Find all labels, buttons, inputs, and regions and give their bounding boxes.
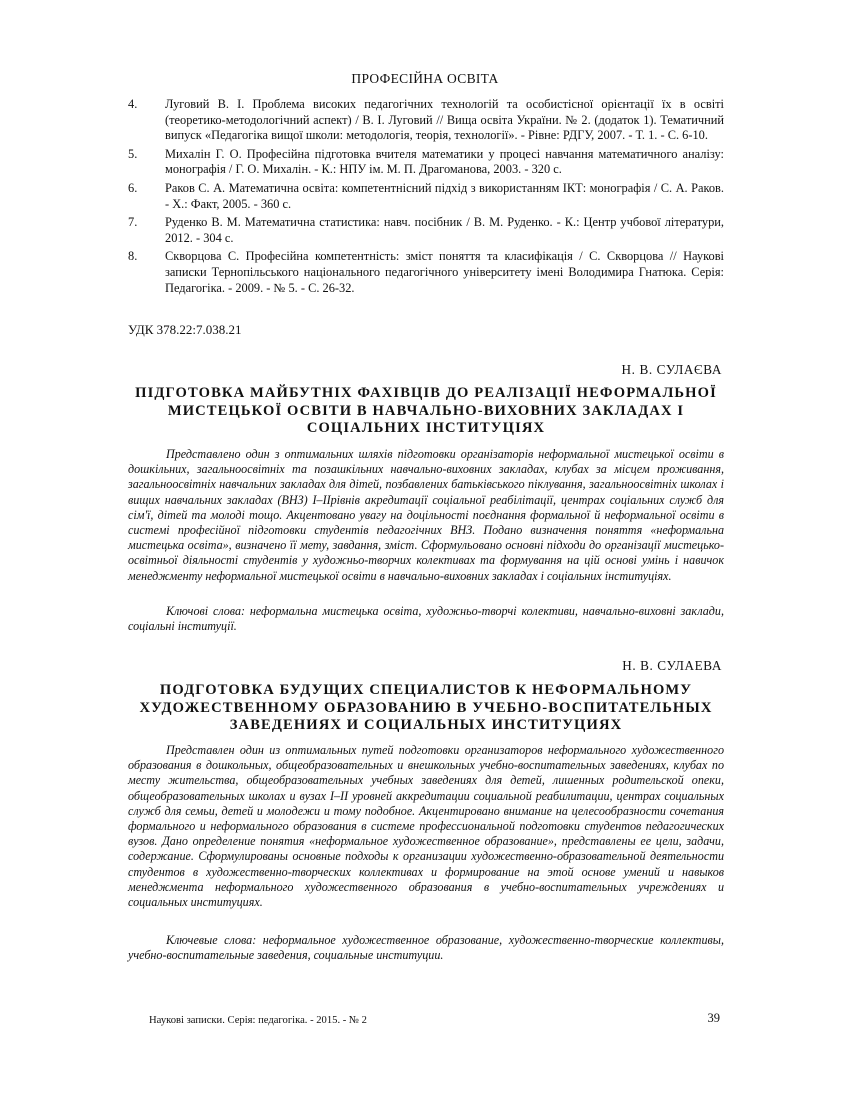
reference-number: 7. (128, 215, 138, 230)
article-title-ru: ПОДГОТОВКА БУДУЩИХ СПЕЦИАЛИСТОВ К НЕФОРМАЛЬНОМУ ХУДОЖЕСТВЕННОМУ ОБРАЗОВАНИЮ В УЧЕБНО-ВОСПИТАТЕЛЬНЫХ ЗАВЕДЕНИЯХ И СОЦИАЛЬНЫХ ИНСТИТУЦИЯХ (139, 682, 713, 733)
reference-number: 6. (128, 180, 138, 195)
reference-item (128, 181, 724, 212)
abstract-ru: Представлен один из оптимальных путей подготовки организаторов неформального художественного образования в дошкольных, общеобразовательных и внешкольных учебно-воспитательных заведениях, клубах по месту жительства, общеобразовательных учебных заведениях для детей, лишенных родительской опеки, общеобразовательных школах и вузах І–ІІ уровней аккредитации социальной реабилитации, центрах социальных служб для семьи, детей и молодежи и тому подобное. Акцентировано внимание на целесообразности сочетания формального и неформального образования в системе профессиональной подготовки студентов педагогических вузов. Дано определение понятия «неформальное художественное образование», представлены ее цели, задачи, содержание. Сформулированы основные подходы к организации художественно-образовательной деятельности студентов в художественно-творческих коллективах и формирование на этой основе умений и навыков менеджмента неформального художественного образования в учебно-воспитательных учреждениях и социальных институциях. (128, 743, 724, 910)
reference-text: Луговий В. І. Проблема високих педагогічних технологій та особистісної орієнтації їх в освіті (теоретико-методологічний аспект) / В. І. Луговий // Вища освіта України. № 2. (додаток 1). Тематичний випуск «Педагогіка вищої школи: методологія, теорія, технології». - Рівне: РДГУ, 2007. - Т. 1. - С. 6-10. (165, 97, 724, 143)
keywords-ua: Ключові слова: неформальна мистецька освіта, художньо-творчі колективи, навчально-виховні заклади, соціальні інституції. (128, 604, 724, 634)
author-ru: Н. В. СУЛАЕВА (622, 658, 722, 673)
abstract-ua: Представлено один з оптимальних шляхів підготовки організаторів неформальної мистецької освіти в дошкільних, загальноосвітніх та позашкільних навчально-виховних закладах, клубах за місцем проживання, загальноосвітніх навчальних закладах для дітей, позбавлених батьківського піклування, загальноосвітніх школах і вищих навчальних закладах (ВНЗ) І–ІІрівнів акредитації соціальної реабілітації, центрах соціальних служб для сім'ї, дітей та молоді тощо. Акцентовано увагу на доцільності поєднання формальної й неформальної освіти в системі професійної підготовки студентів педагогічних ВНЗ. Подано визначення поняття «неформальна мистецька освіта», визначено її мету, завдання, зміст. Сформульовано основні підходи до організації мистецько-освітньої діяльності студентів у художньо-творчих колективах та формування на цій основі умінь і навичок менеджменту неформальної мистецької освіти в навчально-виховних закладах і соціальних інституціях. (128, 447, 724, 583)
reference-list (128, 97, 724, 299)
keywords-ru: Ключевые слова: неформальное художественное образование, художественно-творческие коллективы, учебно-воспитательные заведения, социальные институции. (128, 933, 724, 963)
reference-item (128, 147, 724, 178)
udk-code: УДК 378.22:7.038.21 (128, 322, 242, 337)
reference-text: Михалін Г. О. Професійна підготовка вчителя математики у процесі навчання математичного аналізу: монографія / Г. О. Михалін. - К.: НПУ ім. М. П. Драгоманова, 2003. - 320 с. (165, 146, 724, 177)
reference-item (128, 97, 724, 144)
reference-item (128, 249, 724, 296)
running-head: ПРОФЕСІЙНА ОСВІТА (351, 71, 499, 86)
author-ua: Н. В. СУЛАЄВА (621, 362, 722, 377)
page-number: 39 (707, 1011, 720, 1025)
reference-text: Раков С. А. Математична освіта: компетентнісний підхід з використанням ІКТ: монографія / С. А. Раков. - Х.: Факт, 2005. - 360 с. (165, 180, 724, 211)
reference-text: Скворцова С. Професійна компетентність: зміст поняття та класифікація / С. Скворцова // Наукові записки Тернопільського національного педагогічного університету імені Володимира Гнатюка. Серія: Педагогіка. - 2009. - № 5. - С. 26-32. (165, 249, 724, 295)
reference-item (128, 215, 724, 246)
reference-number: 4. (128, 97, 138, 111)
article-title-ua: ПІДГОТОВКА МАЙБУТНІХ ФАХІВЦІВ ДО РЕАЛІЗАЦІЇ НЕФОРМАЛЬНОЇ МИСТЕЦЬКОЇ ОСВІТИ В НАВЧАЛЬНО-ВИХОВНИХ ЗАКЛАДАХ І СОЦІАЛЬНИХ ІНСТИТУЦІЯХ (135, 385, 717, 436)
reference-text: Руденко В. М. Математична статистика: навч. посібник / В. М. Руденко. - К.: Центр учбової літератури, 2012. - 304 с. (165, 215, 724, 245)
reference-number: 8. (128, 249, 138, 264)
reference-number: 5. (128, 146, 138, 161)
footer-journal: Наукові записки. Серія: педагогіка. - 2015. - № 2 (149, 1015, 367, 1026)
